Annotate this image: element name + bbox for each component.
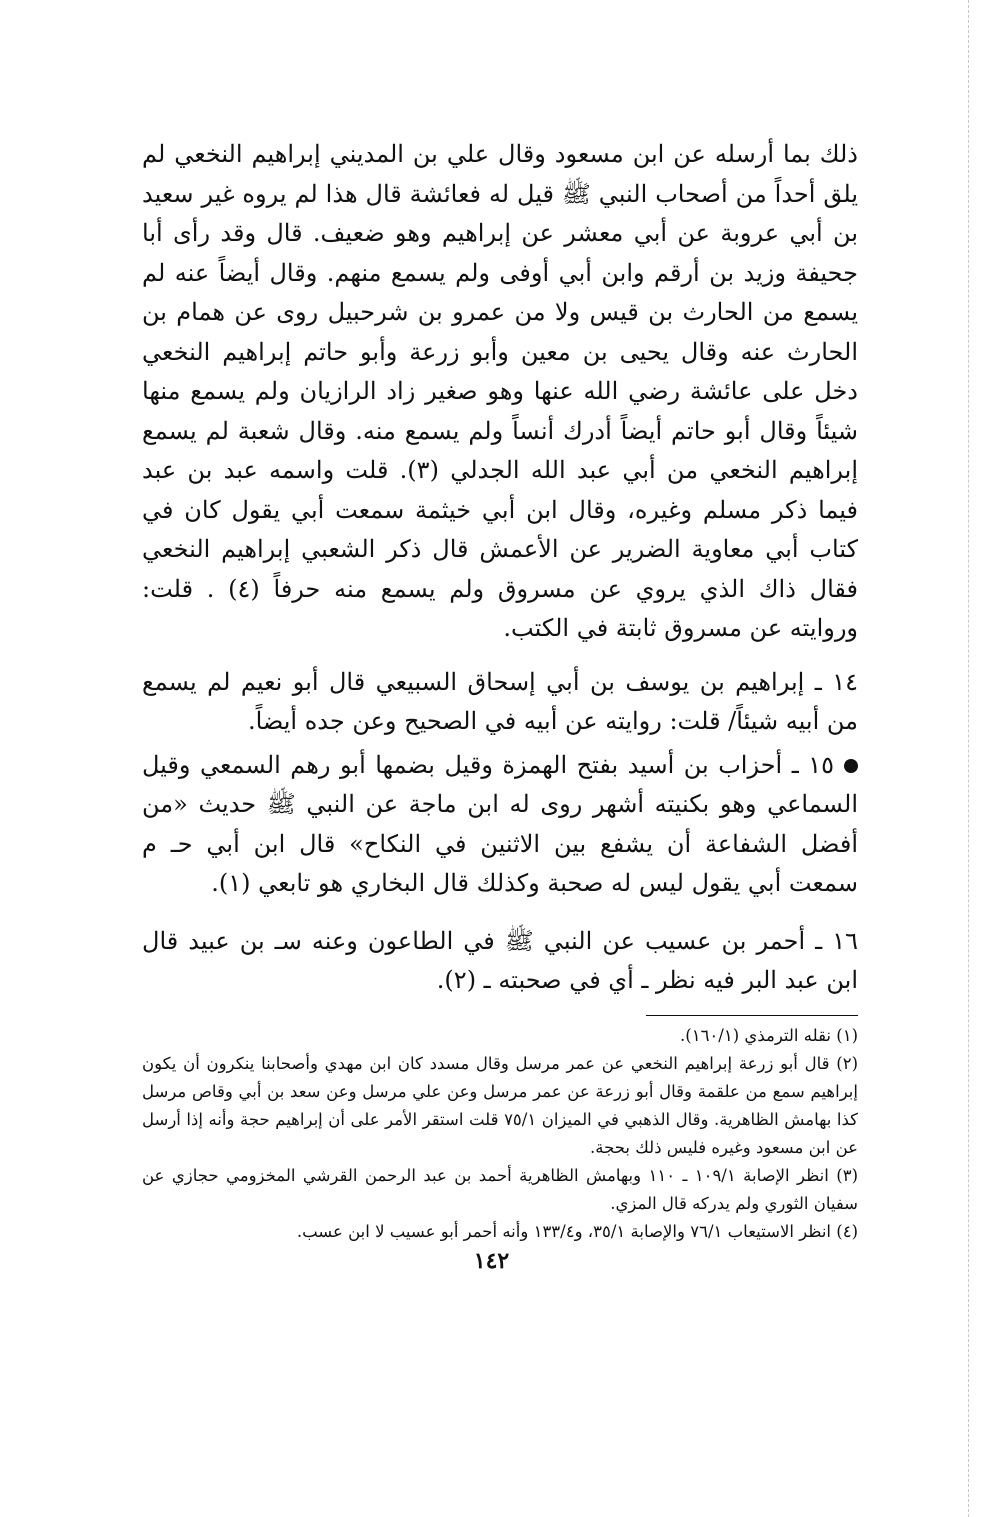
footnote-2: (٢) قال أبو زرعة إبراهيم النخعي عن عمر مرسل وقال مسدد كان ابن مهدي وأصحابنا ينكرون أن يكون إبراهيم سمع من علقمة وقال أبو زرعة عن عمر مرسل وعن علي مرسل وعن سعد بن أبي وقاص مرسل كذا بهامش الظاهرية. وقال الذهبي في الميزان ٧٥/١ قلت استقر الأمر على أن إبراهيم حجة وأنه إذا أرسل عن ابن مسعود وغيره فليس ذلك بحجة. (142, 1053, 858, 1157)
entry-15 (142, 746, 858, 904)
page-number: ١٤٢ (473, 1248, 510, 1274)
entry-15-text: ١٥ ـ أحزاب بن أسيد بفتح الهمزة وقيل بضمها أبو رهم السمعي وقيل السماعي وهو بكنيته أشهر روى له ابن ماجة عن النبي ﷺ حديث «من أفضل الشفاعة أن يشفع بين الاثنين في النكاح» قال ابن أبي حـ م سمعت أبي يقول ليس له صحبة وكذلك قال البخاري هو تابعي (١). (142, 750, 858, 897)
entry-14: ١٤ ـ إبراهيم بن يوسف بن أبي إسحاق السبيعي قال أبو نعيم لم يسمع من أبيه شيئاً/ قلت: روايته عن أبيه في الصحيح وعن جده أيضاً. (142, 667, 858, 735)
page-edge-rule (968, 0, 969, 1517)
footnote-4: (٤) انظر الاستيعاب ٧٦/١ والإصابة ٣٥/١، و١٣٣/٤ وأنه أحمر أبو عسيب لا ابن عسب. (296, 1221, 858, 1241)
footnote-separator (646, 1015, 858, 1016)
bullet-marker (844, 759, 858, 773)
footnote-1: (١) نقله الترمذي (١٦٠/١). (680, 1025, 858, 1045)
footnotes (142, 1022, 858, 1246)
page-body (142, 135, 858, 1246)
paragraph-continuation: ذلك بما أرسله عن ابن مسعود وقال علي بن المديني إبراهيم النخعي لم يلق أحداً من أصحاب النبي ﷺ قيل له فعائشة قال هذا لم يروه غير سعيد بن أبي عروبة عن أبي معشر عن إبراهيم وهو ضعيف. قال وقد رأى أبا جحيفة وزيد بن أرقم وابن أبي أوفى ولم يسمع منهم. وقال أيضاً عنه لم يسمع من الحارث بن قيس ولا من عمرو بن شرحبيل روى عن همام بن الحارث عنه وقال يحيى بن معين وأبو زرعة وأبو حاتم إبراهيم النخعي دخل على عائشة رضي الله عنها وهو صغير زاد الرازيان ولم يسمع منها شيئاً وقال أبو حاتم أيضاً أدرك أنساً ولم يسمع منه. وقال شعبة لم يسمع إبراهيم النخعي من أبي عبد الله الجدلي (٣). قلت واسمه عبد بن عبد فيما ذكر مسلم وغيره، وقال ابن أبي خيثمة سمعت أبي يقول كان في كتاب أبي معاوية الضرير عن الأعمش قال ذكر الشعبي إبراهيم النخعي فقال ذاك الذي يروي عن مسروق ولم يسمع منه حرفاً (٤) . قلت: وروايته عن مسروق ثابتة في الكتب. (142, 140, 859, 642)
footnote-3: (٣) انظر الإصابة ١٠٩/١ ـ ١١٠ وبهامش الظاهرية أحمد بن عبد الرحمن القرشي المخزومي حجازي عن سفيان الثوري ولم يدركه قال المزي. (142, 1165, 858, 1213)
entry-16: ١٦ ـ أحمر بن عسيب عن النبي ﷺ في الطاعون وعنه سـ بن عبيد قال ابن عبد البر فيه نظر ـ أي في صحبته ـ (٢). (142, 926, 858, 994)
